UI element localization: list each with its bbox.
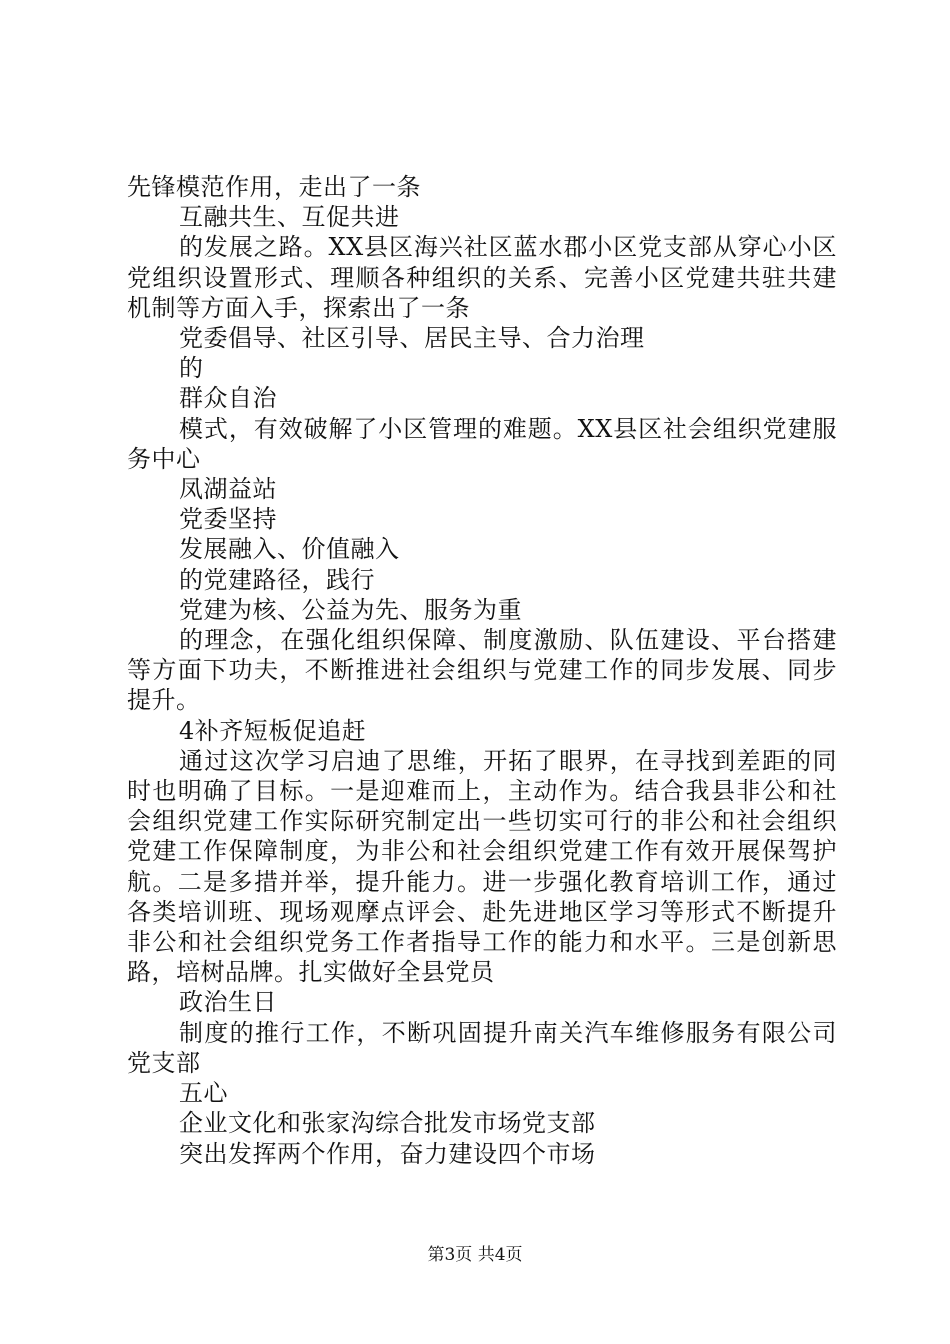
paragraph-11: 的党建路径，践行 <box>179 565 375 594</box>
paragraph-4: 党委倡导、社区引导、居民主导、合力治理 <box>179 324 645 353</box>
paragraph-3: 的发展之路。XX县区海兴社区蓝水郡小区党支部从穿心小区党组织设置形式、理顺各种组织的关系、完善小区党建共驻共建机制等方面入手，探索出了一条 <box>127 233 837 322</box>
section-heading: 4补齐短板促追赶 <box>179 716 367 745</box>
paragraph-16: 政治生日 <box>179 988 277 1017</box>
paragraph-1: 先锋模范作用，走出了一条 <box>127 173 421 201</box>
paragraph-20: 突出发挥两个作用，奋力建设四个市场 <box>179 1139 596 1168</box>
page-footer <box>0 1245 950 1265</box>
page-number: 第3页 共4页 <box>427 1245 523 1265</box>
paragraph-8: 凤湖益站 <box>179 475 277 504</box>
paragraph-12: 党建为核、公益为先、服务为重 <box>179 595 522 624</box>
paragraph-5: 的 <box>179 354 204 383</box>
paragraph-10: 发展融入、价值融入 <box>179 535 400 564</box>
document-body <box>127 172 837 1169</box>
paragraph-19: 企业文化和张家沟综合批发市场党支部 <box>179 1109 596 1138</box>
paragraph-18: 五心 <box>179 1079 228 1108</box>
paragraph-7: 模式，有效破解了小区管理的难题。XX县区社会组织党建服务中心 <box>127 414 837 473</box>
paragraph-2: 互融共生、互促共进 <box>179 203 400 232</box>
paragraph-15: 通过这次学习启迪了思维，开拓了眼界，在寻找到差距的同时也明确了目标。一是迎难而上，主动作为。结合我县非公和社会组织党建工作实际研究制定出一些切实可行的非公和社会组织党建工作保障制度，为非公和社会组织党建工作有效开展保驾护航。二是多措并举，提升能力。进一步强化教育培训工作，通过各类培训班、现场观摩点评会、赴先进地区学习等形式不断提升非公和社会组织党务工作者指导工作的能力和水平。三是创新思路，培树品牌。扎实做好全县党员 <box>127 746 837 987</box>
paragraph-6: 群众自治 <box>179 384 277 413</box>
paragraph-17: 制度的推行工作，不断巩固提升南关汽车维修服务有限公司党支部 <box>127 1018 837 1077</box>
paragraph-9: 党委坚持 <box>179 505 277 534</box>
paragraph-13: 的理念，在强化组织保障、制度激励、队伍建设、平台搭建等方面下功夫，不断推进社会组织与党建工作的同步发展、同步提升。 <box>127 626 837 715</box>
